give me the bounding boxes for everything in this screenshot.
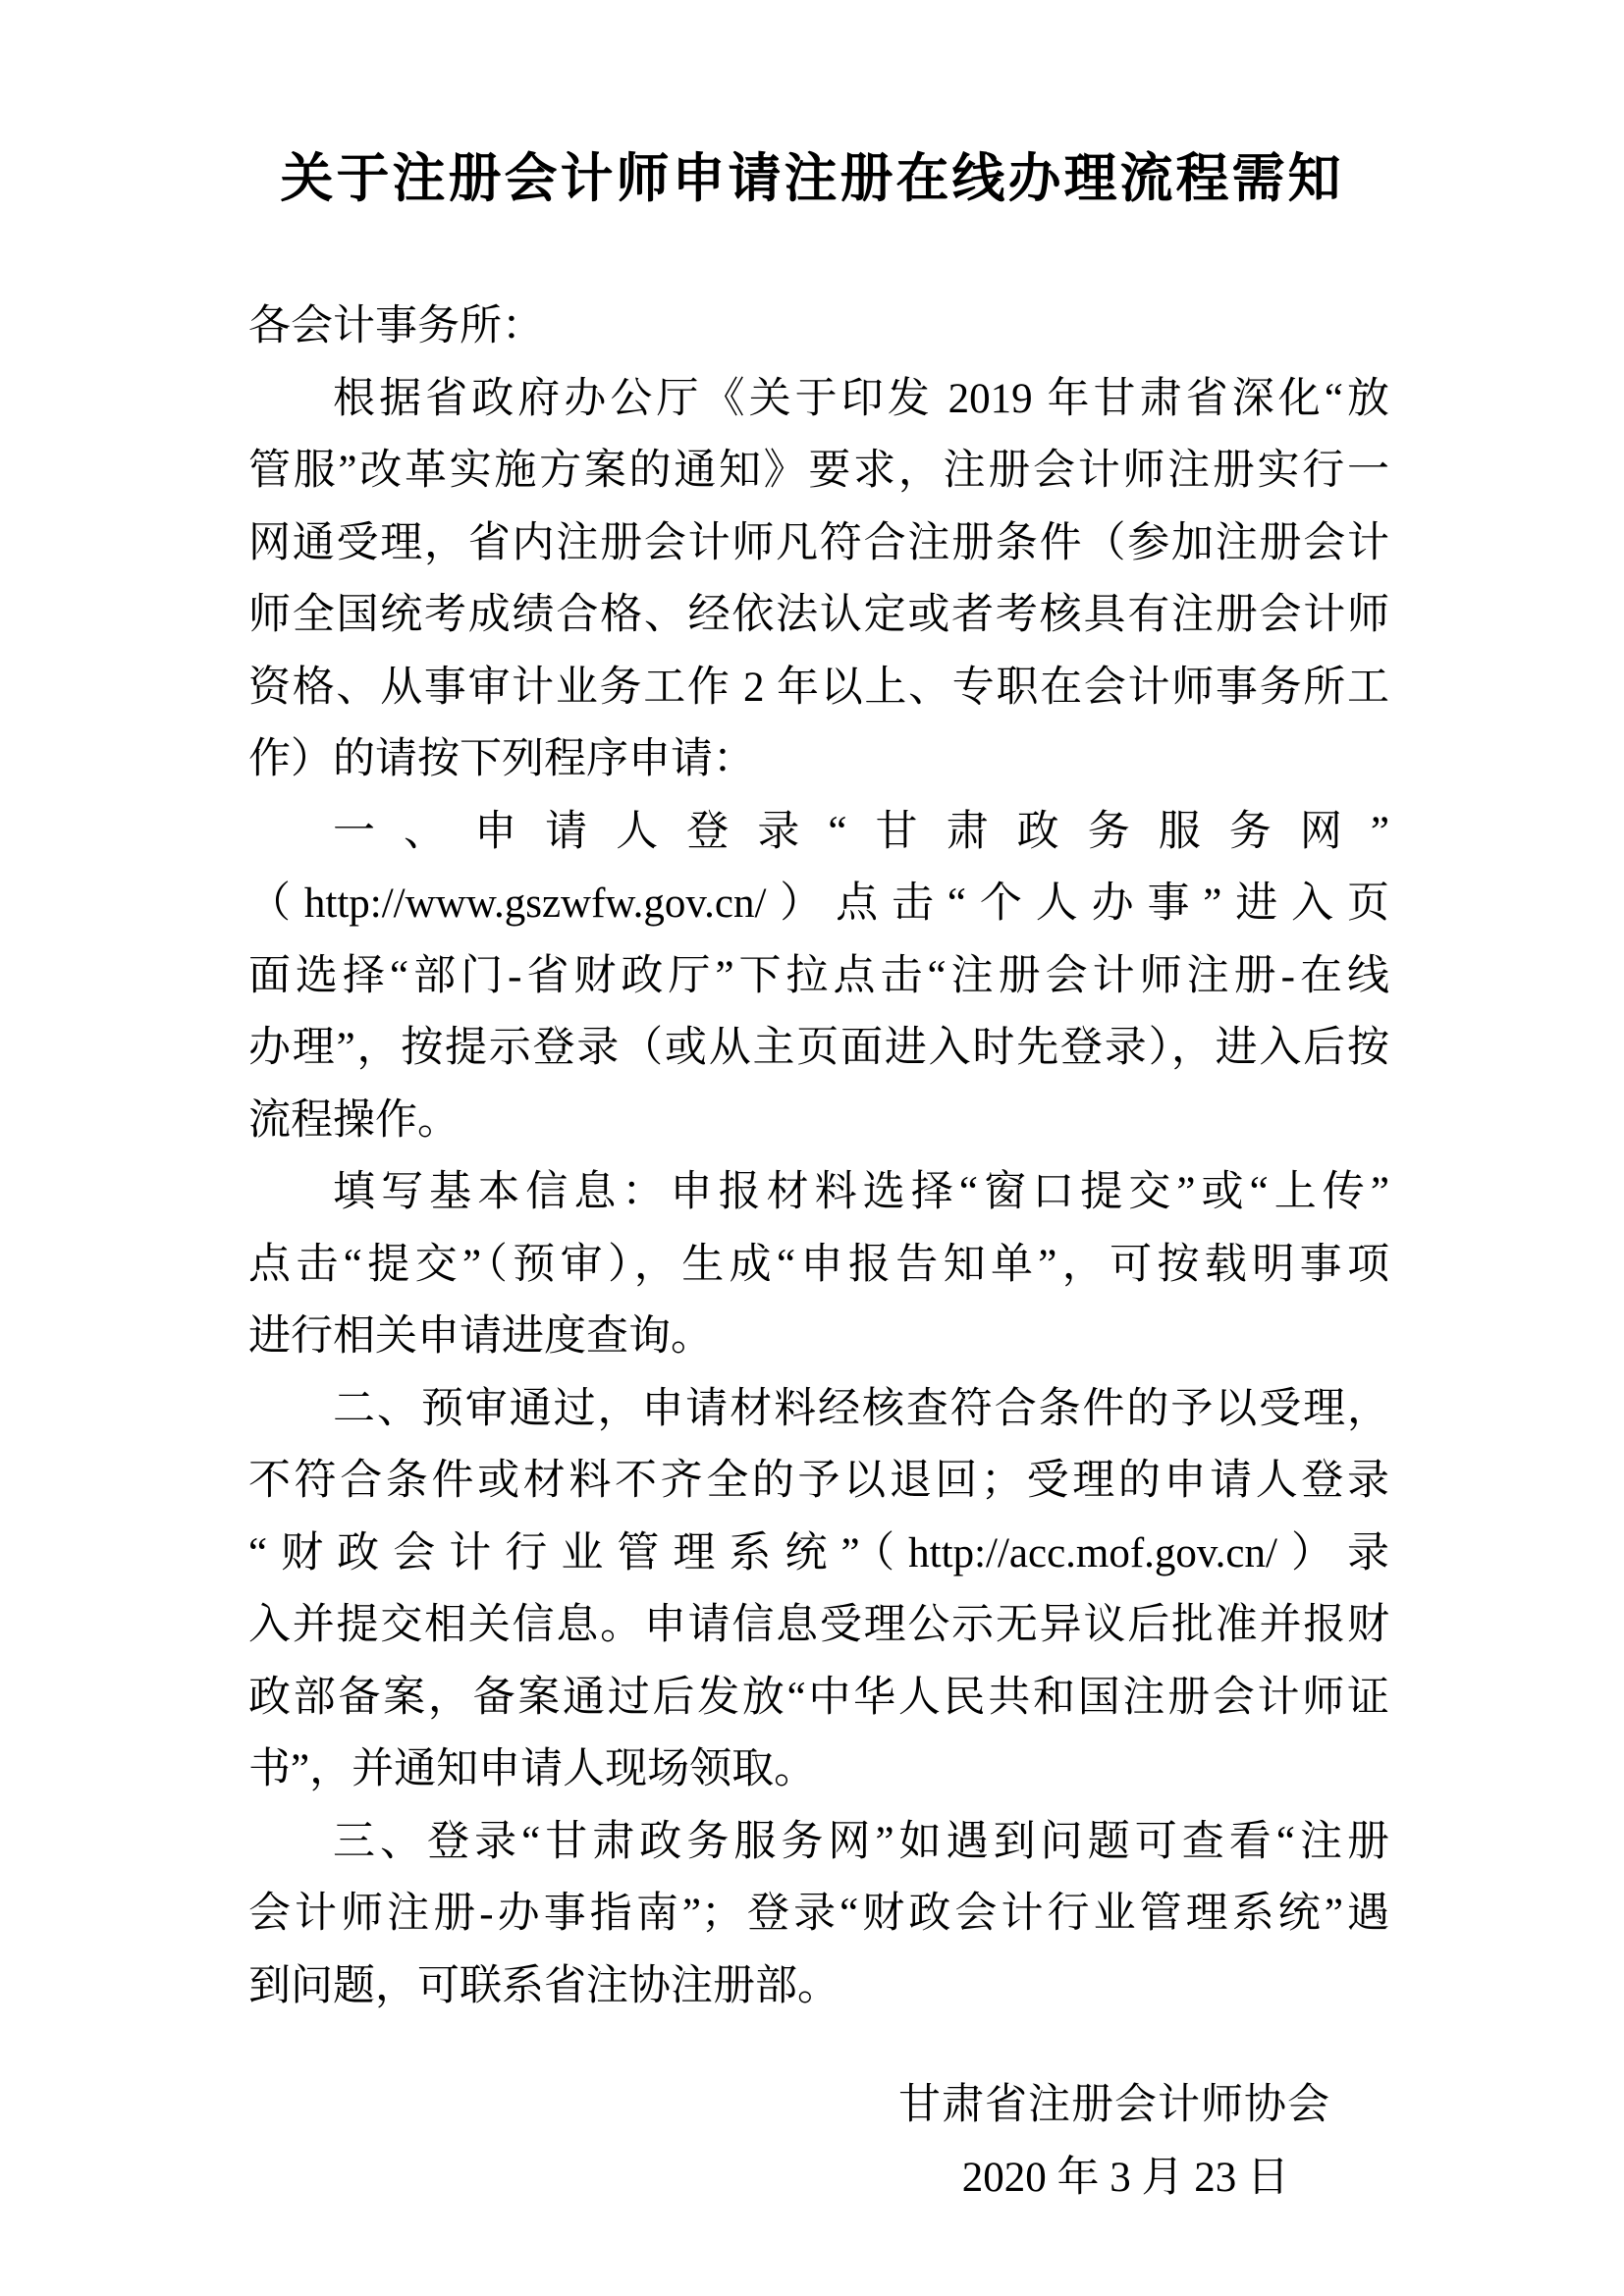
text-line: 不符合条件或材料不齐全的予以退回；受理的申请人登录 (248, 1458, 1389, 1504)
text-line: 进行相关申请进度查询。 (248, 1313, 713, 1360)
text-line: 到问题，可联系省注协注册部。 (248, 1962, 839, 2009)
text-line: 办理”，按提示登录（或从主页面进入时先登录），进入后按 (248, 1025, 1389, 1071)
text-line: 点击“提交”（预审），生成“申报告知单”，可按载明事项 (248, 1241, 1389, 1288)
text-line: 政部备案，备案通过后发放“中华人民共和国注册会计师证 (248, 1674, 1389, 1721)
text-line: 资格、从事审计业务工作 2 年以上、专职在会计师事务所工 (248, 664, 1389, 711)
signature-organization: 甘肃省注册会计师协会 (898, 2082, 1330, 2128)
document-title: 关于注册会计师申请注册在线办理流程需知 (280, 149, 1344, 208)
document-body (248, 291, 1389, 2022)
text-line: （http://www.gszwfw.gov.cn/）点击“个人办事”进入页 (248, 881, 1389, 927)
text-line: 三、登录“甘肃政务服务网”如遇到问题可查看“注册 (333, 1818, 1389, 1865)
text-line: 各会计事务所： (248, 303, 544, 349)
text-line: 根据省政府办公厅《关于印发 2019 年甘肃省深化“放 (333, 375, 1389, 422)
text-line: 师全国统考成绩合格、经依法认定或者考核具有注册会计师 (248, 592, 1389, 638)
text-line: 填写基本信息：申报材料选择“窗口提交”或“上传” (333, 1169, 1389, 1215)
text-line: 一、申请人登录“甘肃政务服务网” (333, 808, 1389, 855)
text-line: 入并提交相关信息。申请信息受理公示无异议后批准并报财 (248, 1602, 1389, 1648)
text-line: 二、预审通过，申请材料经核查符合条件的予以受理， (333, 1385, 1389, 1432)
text-line: 流程操作。 (248, 1096, 460, 1144)
text-line: “财政会计行业管理系统”（http://acc.mof.gov.cn/）录 (248, 1529, 1389, 1576)
signature-date: 2020 年 3 月 23 日 (961, 2154, 1289, 2201)
signature-block (248, 2069, 1389, 2214)
text-line: 书”，并通知申请人现场领取。 (248, 1746, 817, 1792)
text-line: 会计师注册-办事指南”；登录“财政会计行业管理系统”遇 (248, 1891, 1389, 1937)
text-line: 网通受理，省内注册会计师凡符合注册条件（参加注册会计 (248, 519, 1389, 566)
text-line: 管服”改革实施方案的通知》要求，注册会计师注册实行一 (248, 448, 1389, 494)
text-line: 作）的请按下列程序申请： (248, 736, 755, 782)
text-line: 面选择“部门-省财政厅”下拉点击“注册会计师注册-在线 (248, 952, 1389, 999)
